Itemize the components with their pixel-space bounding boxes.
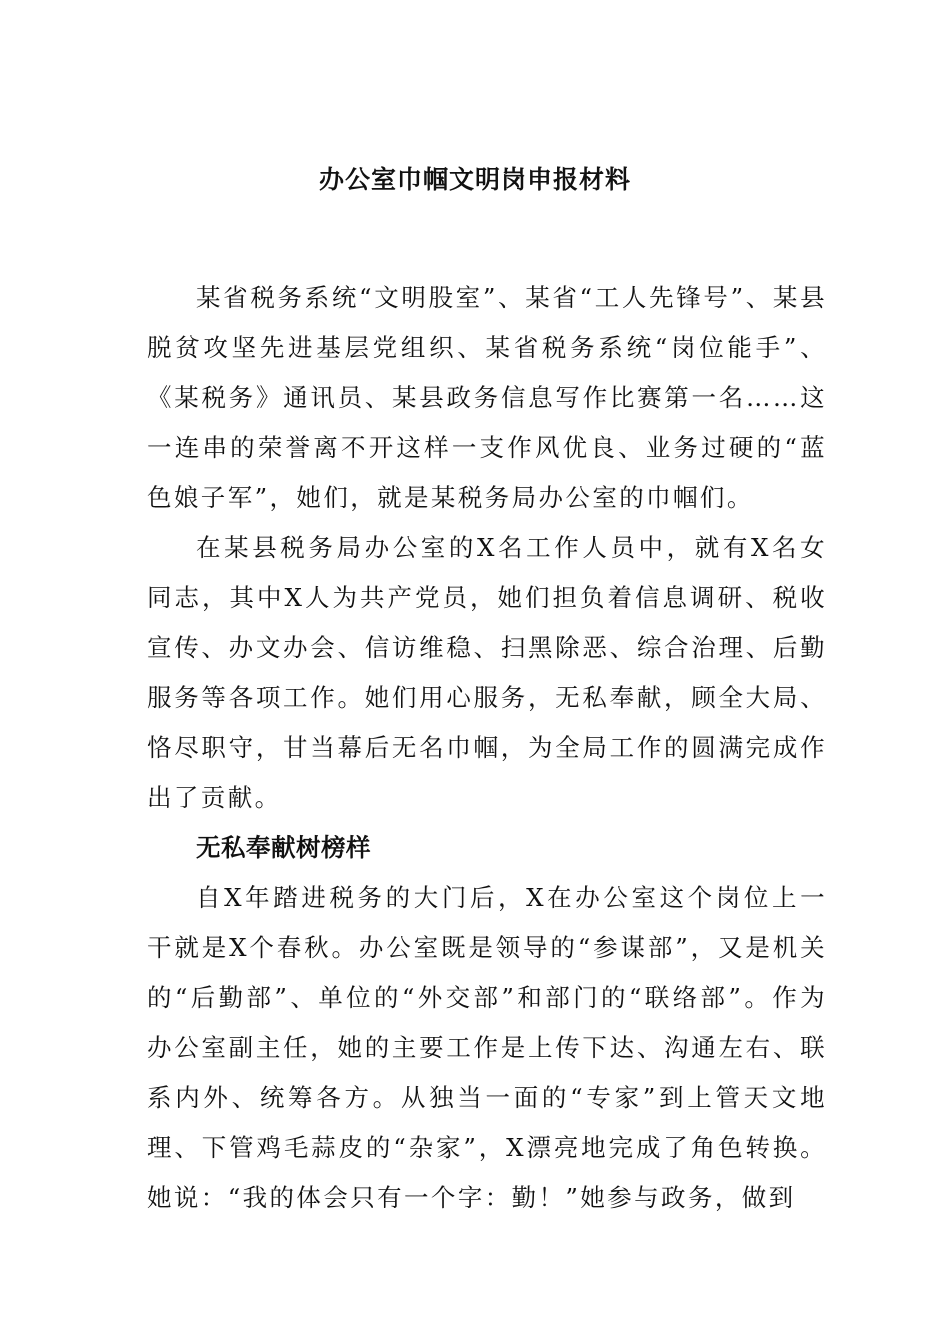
document-title: 办公室巾帼文明岗申报材料 [318, 165, 631, 194]
section-heading: 无私奉献树榜样 [196, 833, 371, 862]
paragraph-team-duties: 在某县税务局办公室的X名工作人员中，就有X名女同志，其中X人为共产党员，她们担负着信息调研、税收宣传、办文办会、信访维稳、扫黑除恶、综合治理、后勤服务等各项工作。她们用心服务，无私奉献，顾全大局、恪尽职守，甘当幕后无名巾帼，为全局工作的圆满完成作出了贡献。 [147, 533, 827, 812]
paragraph-honors: 某省税务系统“文明股室”、某省“工人先锋号”、某县脱贫攻坚先进基层党组织、某省税务系统“岗位能手”、《某税务》通讯员、某县政务信息写作比赛第一名……这一连串的荣誉离不开这样一支作风优良、业务过硬的“蓝色娘子军”，她们，就是某税务局办公室的巾帼们。 [147, 283, 827, 512]
paragraph-office-role: 自X年踏进税务的大门后，X在办公室这个岗位上一干就是X个春秋。办公室既是领导的“参谋部”，又是机关的“后勤部”、单位的“外交部”和部门的“联络部”。作为办公室副主任，她的主要工作是上传下达、沟通左右、联系内外、统筹各方。从独当一面的“专家”到上管天文地理、下管鸡毛蒜皮的“杂家”，X漂亮地完成了角色转换。她说：“我的体会只有一个字：勤！”她参与政务，做到 [147, 883, 827, 1212]
document-body [147, 273, 827, 1223]
